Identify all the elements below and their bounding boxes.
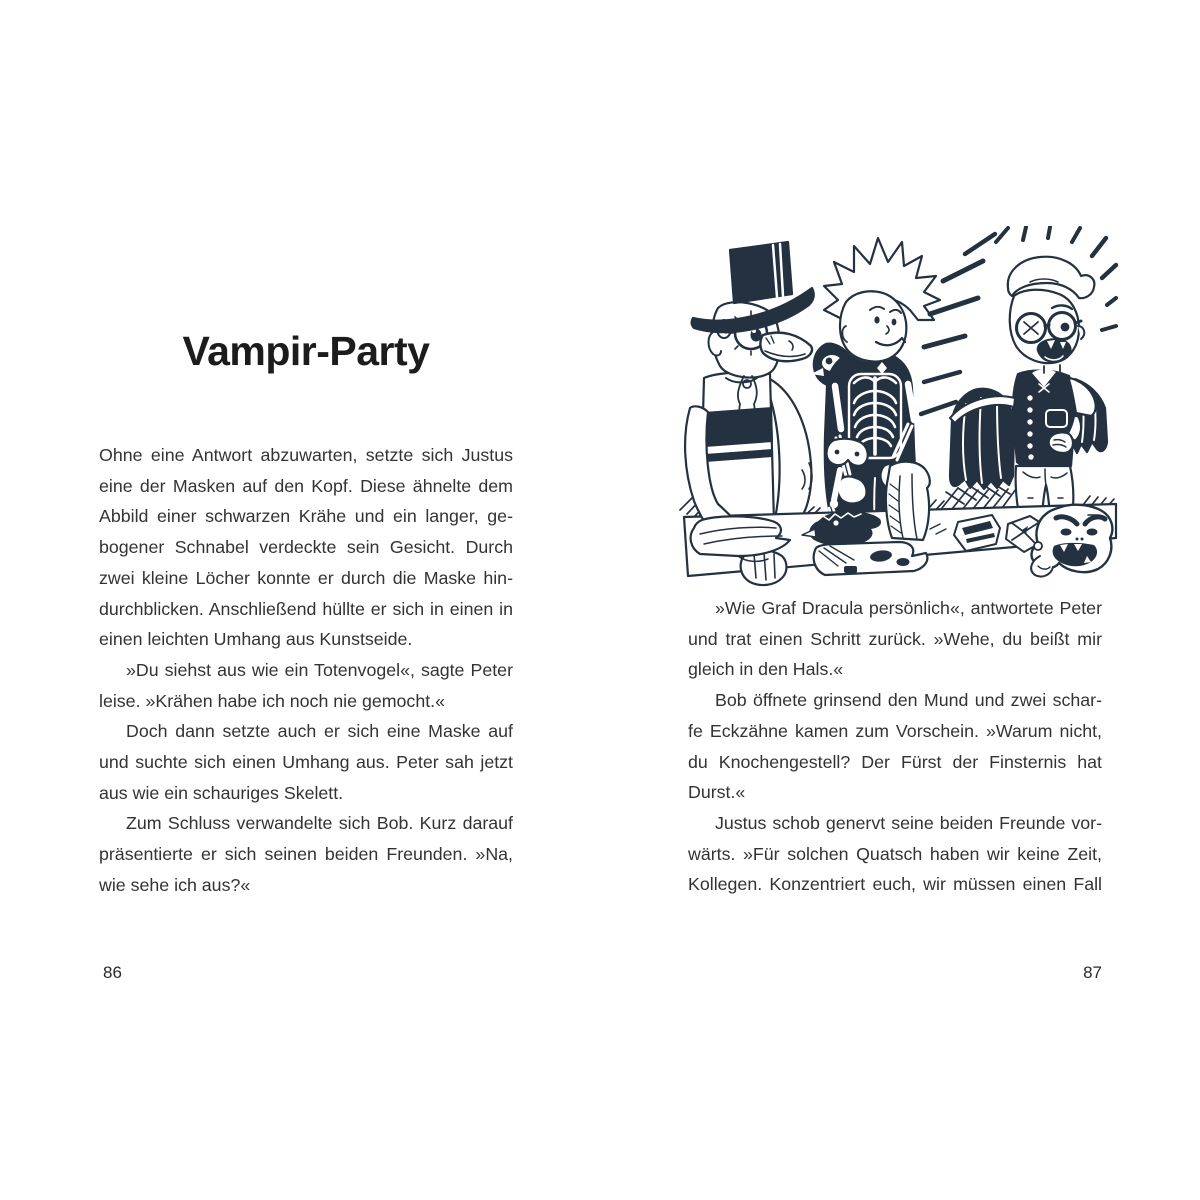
- body-text-line: wie sehe ich aus?«: [99, 874, 251, 895]
- peter-face: [840, 291, 906, 361]
- body-text-line: durchblicken. Anschließend hüllte er sich in einen in: [99, 598, 513, 619]
- costume-box: [954, 515, 1000, 551]
- page-number-left: 86: [103, 963, 122, 982]
- body-text-line: Abbild einer schwarzen Krähe und ein langer, ge-: [99, 506, 513, 527]
- body-text-line: bogener Schnabel verdeckte sein Gesicht. Durch: [99, 537, 513, 558]
- body-text-line: aus wie ein schauriges Skelett.: [99, 782, 344, 803]
- body-text-line: fe Eckzähne kamen zum Vorschein. »Warum nicht,: [688, 720, 1102, 741]
- chapter-illustration: [678, 226, 1118, 596]
- body-text-line: gleich in den Hals.«: [688, 659, 844, 680]
- body-text-line: wärts. »Für solchen Quatsch haben wir keine Zeit,: [688, 843, 1102, 864]
- chapter-title: Vampir-Party: [182, 328, 430, 374]
- body-text-line: »Du siehst aus wie ein Totenvogel«, sagte Peter: [126, 659, 513, 680]
- bob-hand-on-hip: [1049, 432, 1073, 453]
- body-text-line: und trat einen Schritt zurück. »Wehe, du beißt mir: [688, 628, 1102, 649]
- page-number-right: 87: [1083, 963, 1102, 982]
- body-text-line: Doch dann setzte auch er sich eine Maske auf: [126, 721, 513, 742]
- left-page-text: [99, 440, 513, 901]
- right-page-text: [688, 593, 1102, 900]
- body-text-line: Bob öffnete grinsend den Mund und zwei schar-: [715, 690, 1102, 711]
- body-text-line: zwei kleine Löcher konnte er durch die Maske hin-: [99, 567, 513, 588]
- body-text-line: du Knochengestell? Der Fürst der Finsternis hat: [688, 751, 1102, 772]
- body-text-line: eine der Masken auf den Kopf. Diese ähnelte dem: [99, 475, 513, 496]
- bob-vampire-costume-figure: [921, 227, 1116, 515]
- peter-glove: [838, 477, 867, 504]
- body-text-line: »Wie Graf Dracula persönlich«, antwortete Peter: [715, 598, 1102, 618]
- body-text-line: Justus schob genervt seine beiden Freunde vor-: [715, 812, 1102, 833]
- body-text-line: präsentierte er sich seinen beiden Freunden. »Na,: [99, 844, 513, 865]
- body-text-line: einen leichten Umhang aus Kunstseide.: [99, 629, 413, 650]
- body-text-line: Kollegen. Konzentriert euch, wir müssen einen Fall: [688, 874, 1102, 895]
- body-text-line: Durst.«: [688, 782, 746, 803]
- body-text-line: und suchte sich einen Umhang aus. Peter sah jetzt: [99, 752, 513, 773]
- body-text-line: leise. »Krähen habe ich noch nie gemocht.«: [99, 690, 445, 711]
- body-text-line: Zum Schluss verwandelte sich Bob. Kurz darauf: [126, 813, 513, 834]
- folded-garment: [814, 542, 928, 575]
- body-text-line: Ohne eine Antwort abzuwarten, setzte sich Justus: [99, 445, 513, 465]
- grotesque-mask: [1031, 505, 1112, 577]
- peter-draped-cloth: [886, 462, 930, 540]
